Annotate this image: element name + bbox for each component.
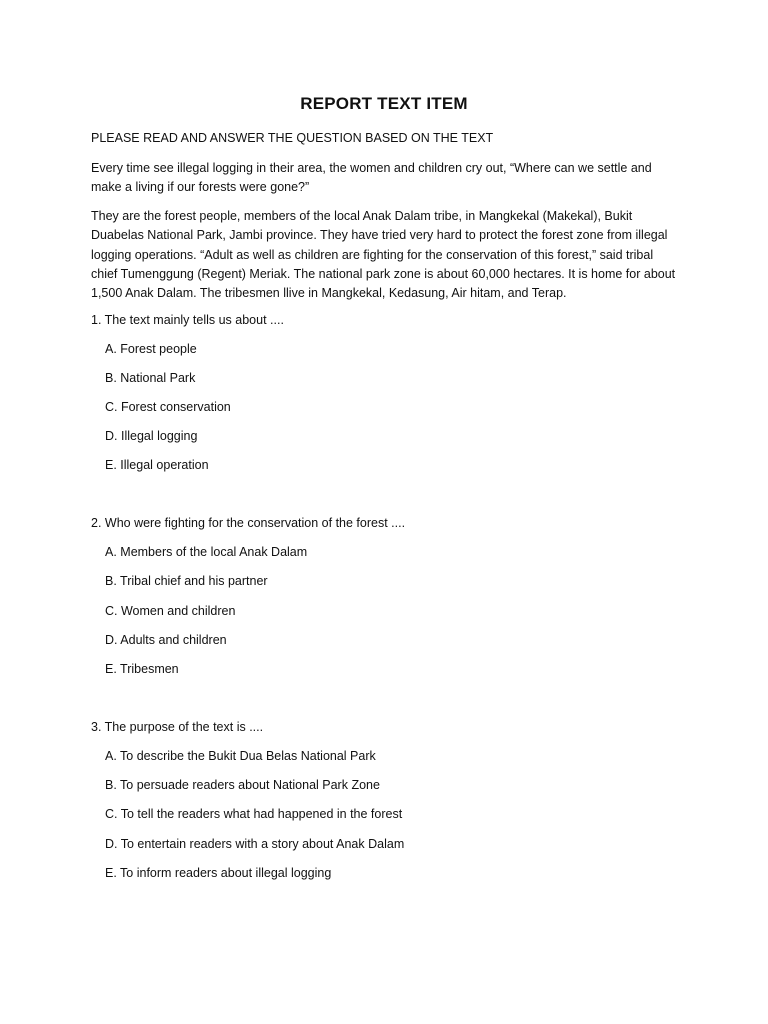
question-3: 3. The purpose of the text is ....	[91, 720, 264, 734]
question-3-option-d: D. To entertain readers with a story about Anak Dalam	[105, 837, 405, 851]
question-1-option-d: D. Illegal logging	[105, 429, 198, 443]
question-3-option-c: C. To tell the readers what had happened in the forest	[105, 807, 403, 821]
question-1-option-e: E. Illegal operation	[105, 458, 209, 472]
question-2: 2. Who were fighting for the conservation of the forest ....	[91, 516, 406, 530]
question-1-option-a: A. Forest people	[105, 342, 197, 356]
question-3-option-e: E. To inform readers about illegal logging	[105, 866, 332, 880]
question-1: 1. The text mainly tells us about ....	[91, 313, 284, 327]
question-3-option-a: A. To describe the Bukit Dua Belas National Park	[105, 749, 376, 763]
paragraph-2: They are the forest people, members of the local Anak Dalam tribe, in Mangkekal (Makekal), Bukit Duabelas National Park, Jambi province. They have tried very hard to protect the forest zone from illegal logging operations. “Adult as well as children are fighting for the conservation of this forest,” said tribal chief Tumenggung (Regent) Meriak. The national park zone is about 60,000 hectares. It is home for about 1,500 Anak Dalam. The tribesmen llive in Mangkekal, Kedasung, Air hitam, and Terap.	[91, 209, 676, 301]
question-2-option-a: A. Members of the local Anak Dalam	[105, 545, 308, 559]
question-1-option-c: C. Forest conservation	[105, 400, 231, 414]
instruction: PLEASE READ AND ANSWER THE QUESTION BASED ON THE TEXT	[91, 131, 494, 145]
question-3-option-b: B. To persuade readers about National Park Zone	[105, 778, 380, 792]
paragraph-1: Every time see illegal logging in their area, the women and children cry out, “Where can we settle and make a living if our forests were gone?”	[91, 161, 652, 195]
document-title: REPORT TEXT ITEM	[300, 94, 468, 113]
question-2-option-d: D. Adults and children	[105, 633, 227, 647]
question-2-option-b: B. Tribal chief and his partner	[105, 574, 268, 588]
question-2-option-e: E. Tribesmen	[105, 662, 179, 676]
question-1-option-b: B. National Park	[105, 371, 196, 385]
question-2-option-c: C. Women and children	[105, 604, 236, 618]
